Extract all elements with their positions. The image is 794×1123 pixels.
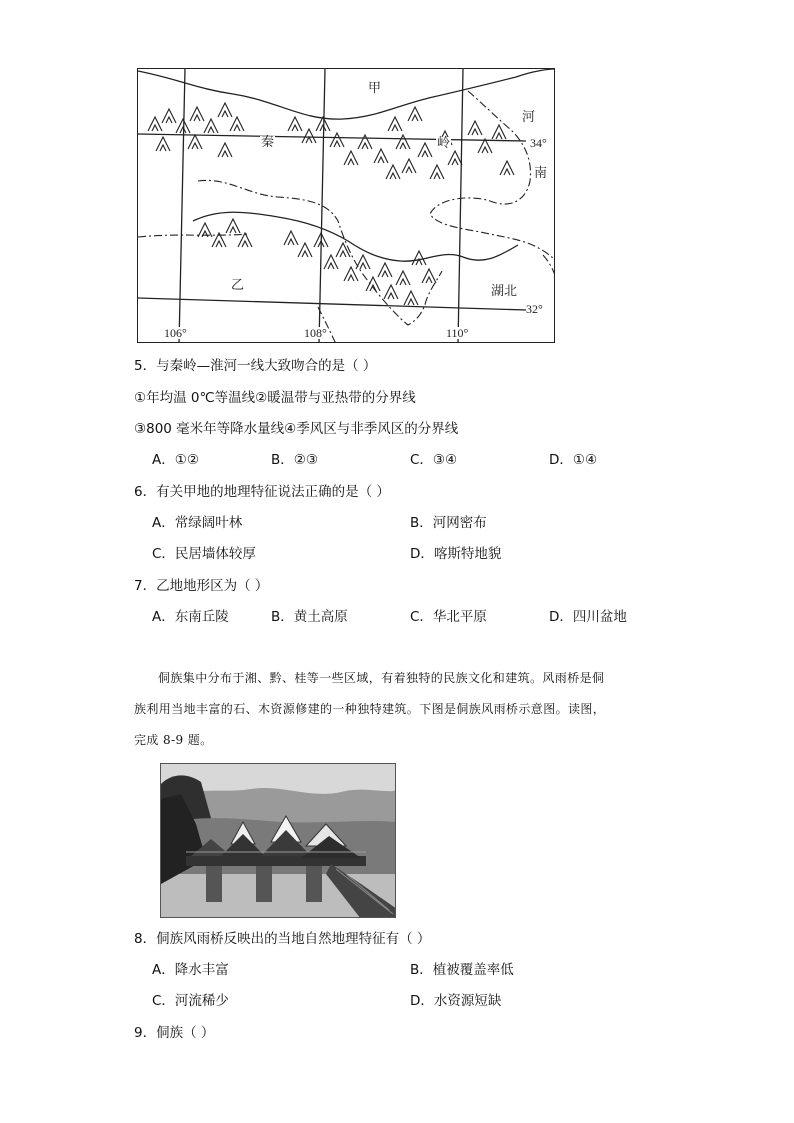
label-ling: 岭 <box>437 136 451 151</box>
lat-32-label: 32° <box>526 302 543 316</box>
passage-line-1: 侗族集中分布于湘、黔、桂等一些区域，有着独特的民族文化和建筑。风雨桥是侗 <box>158 671 605 685</box>
q8-option-b[interactable]: B．植被覆盖率低 <box>410 962 514 978</box>
label-hubei: 湖北 <box>491 284 518 299</box>
q5-option-a[interactable]: A．①② <box>152 452 199 468</box>
q5-statement-2: ③800 毫米年等降水量线④季风区与非季风区的分界线 <box>134 421 459 437</box>
q8-option-c[interactable]: C．河流稀少 <box>152 993 229 1009</box>
map-graphic <box>138 69 555 343</box>
q6-stem: 6．有关甲地的地理特征说法正确的是（ ） <box>134 484 390 500</box>
q7-stem: 7．乙地地形区为（ ） <box>134 578 269 594</box>
label-nan: 南 <box>534 166 548 181</box>
q6-option-d[interactable]: D．喀斯特地貌 <box>410 546 502 562</box>
q6-option-b[interactable]: B．河网密布 <box>410 515 487 531</box>
q5-statement-1: ①年均温 0℃等温线②暖温带与亚热带的分界线 <box>134 390 416 406</box>
passage-line-2: 族利用当地丰富的石、木资源修建的一种独特建筑。下图是侗族风雨桥示意图。读图， <box>134 702 606 716</box>
q5-option-b[interactable]: B．②③ <box>271 452 318 468</box>
q8-stem: 8．侗族风雨桥反映出的当地自然地理特征有（ ） <box>134 931 431 947</box>
q5-stem: 5．与秦岭—淮河一线大致吻合的是（ ） <box>134 358 377 374</box>
reading-passage <box>134 663 664 756</box>
q6-option-c[interactable]: C．民居墙体较厚 <box>152 546 256 562</box>
q7-option-c[interactable]: C．华北平原 <box>410 609 487 625</box>
q7-option-b[interactable]: B．黄土高原 <box>271 609 348 625</box>
qinling-map <box>137 68 555 343</box>
q9-stem: 9．侗族（ ） <box>134 1025 215 1041</box>
passage-line-3: 完成 8-9 题。 <box>134 733 213 747</box>
label-jia: 甲 <box>368 81 382 96</box>
lon-106-label: 106° <box>164 326 187 340</box>
bridge-illustration <box>161 764 396 918</box>
q8-option-d[interactable]: D．水资源短缺 <box>410 993 502 1009</box>
q7-option-a[interactable]: A．东南丘陵 <box>152 609 229 625</box>
label-he: 河 <box>522 110 536 125</box>
label-qin: 秦 <box>261 135 275 150</box>
q5-option-d[interactable]: D．①④ <box>549 452 598 468</box>
lat-34-label: 34° <box>530 136 547 150</box>
q8-option-a[interactable]: A．降水丰富 <box>152 962 229 978</box>
lon-108-label: 108° <box>304 326 327 340</box>
q6-option-a[interactable]: A．常绿阔叶林 <box>152 515 243 531</box>
q7-option-d[interactable]: D．四川盆地 <box>549 609 627 625</box>
lon-110-label: 110° <box>446 326 469 340</box>
label-yi: 乙 <box>231 278 245 293</box>
q5-option-c[interactable]: C．③④ <box>410 452 458 468</box>
wind-rain-bridge-photo <box>160 763 396 918</box>
